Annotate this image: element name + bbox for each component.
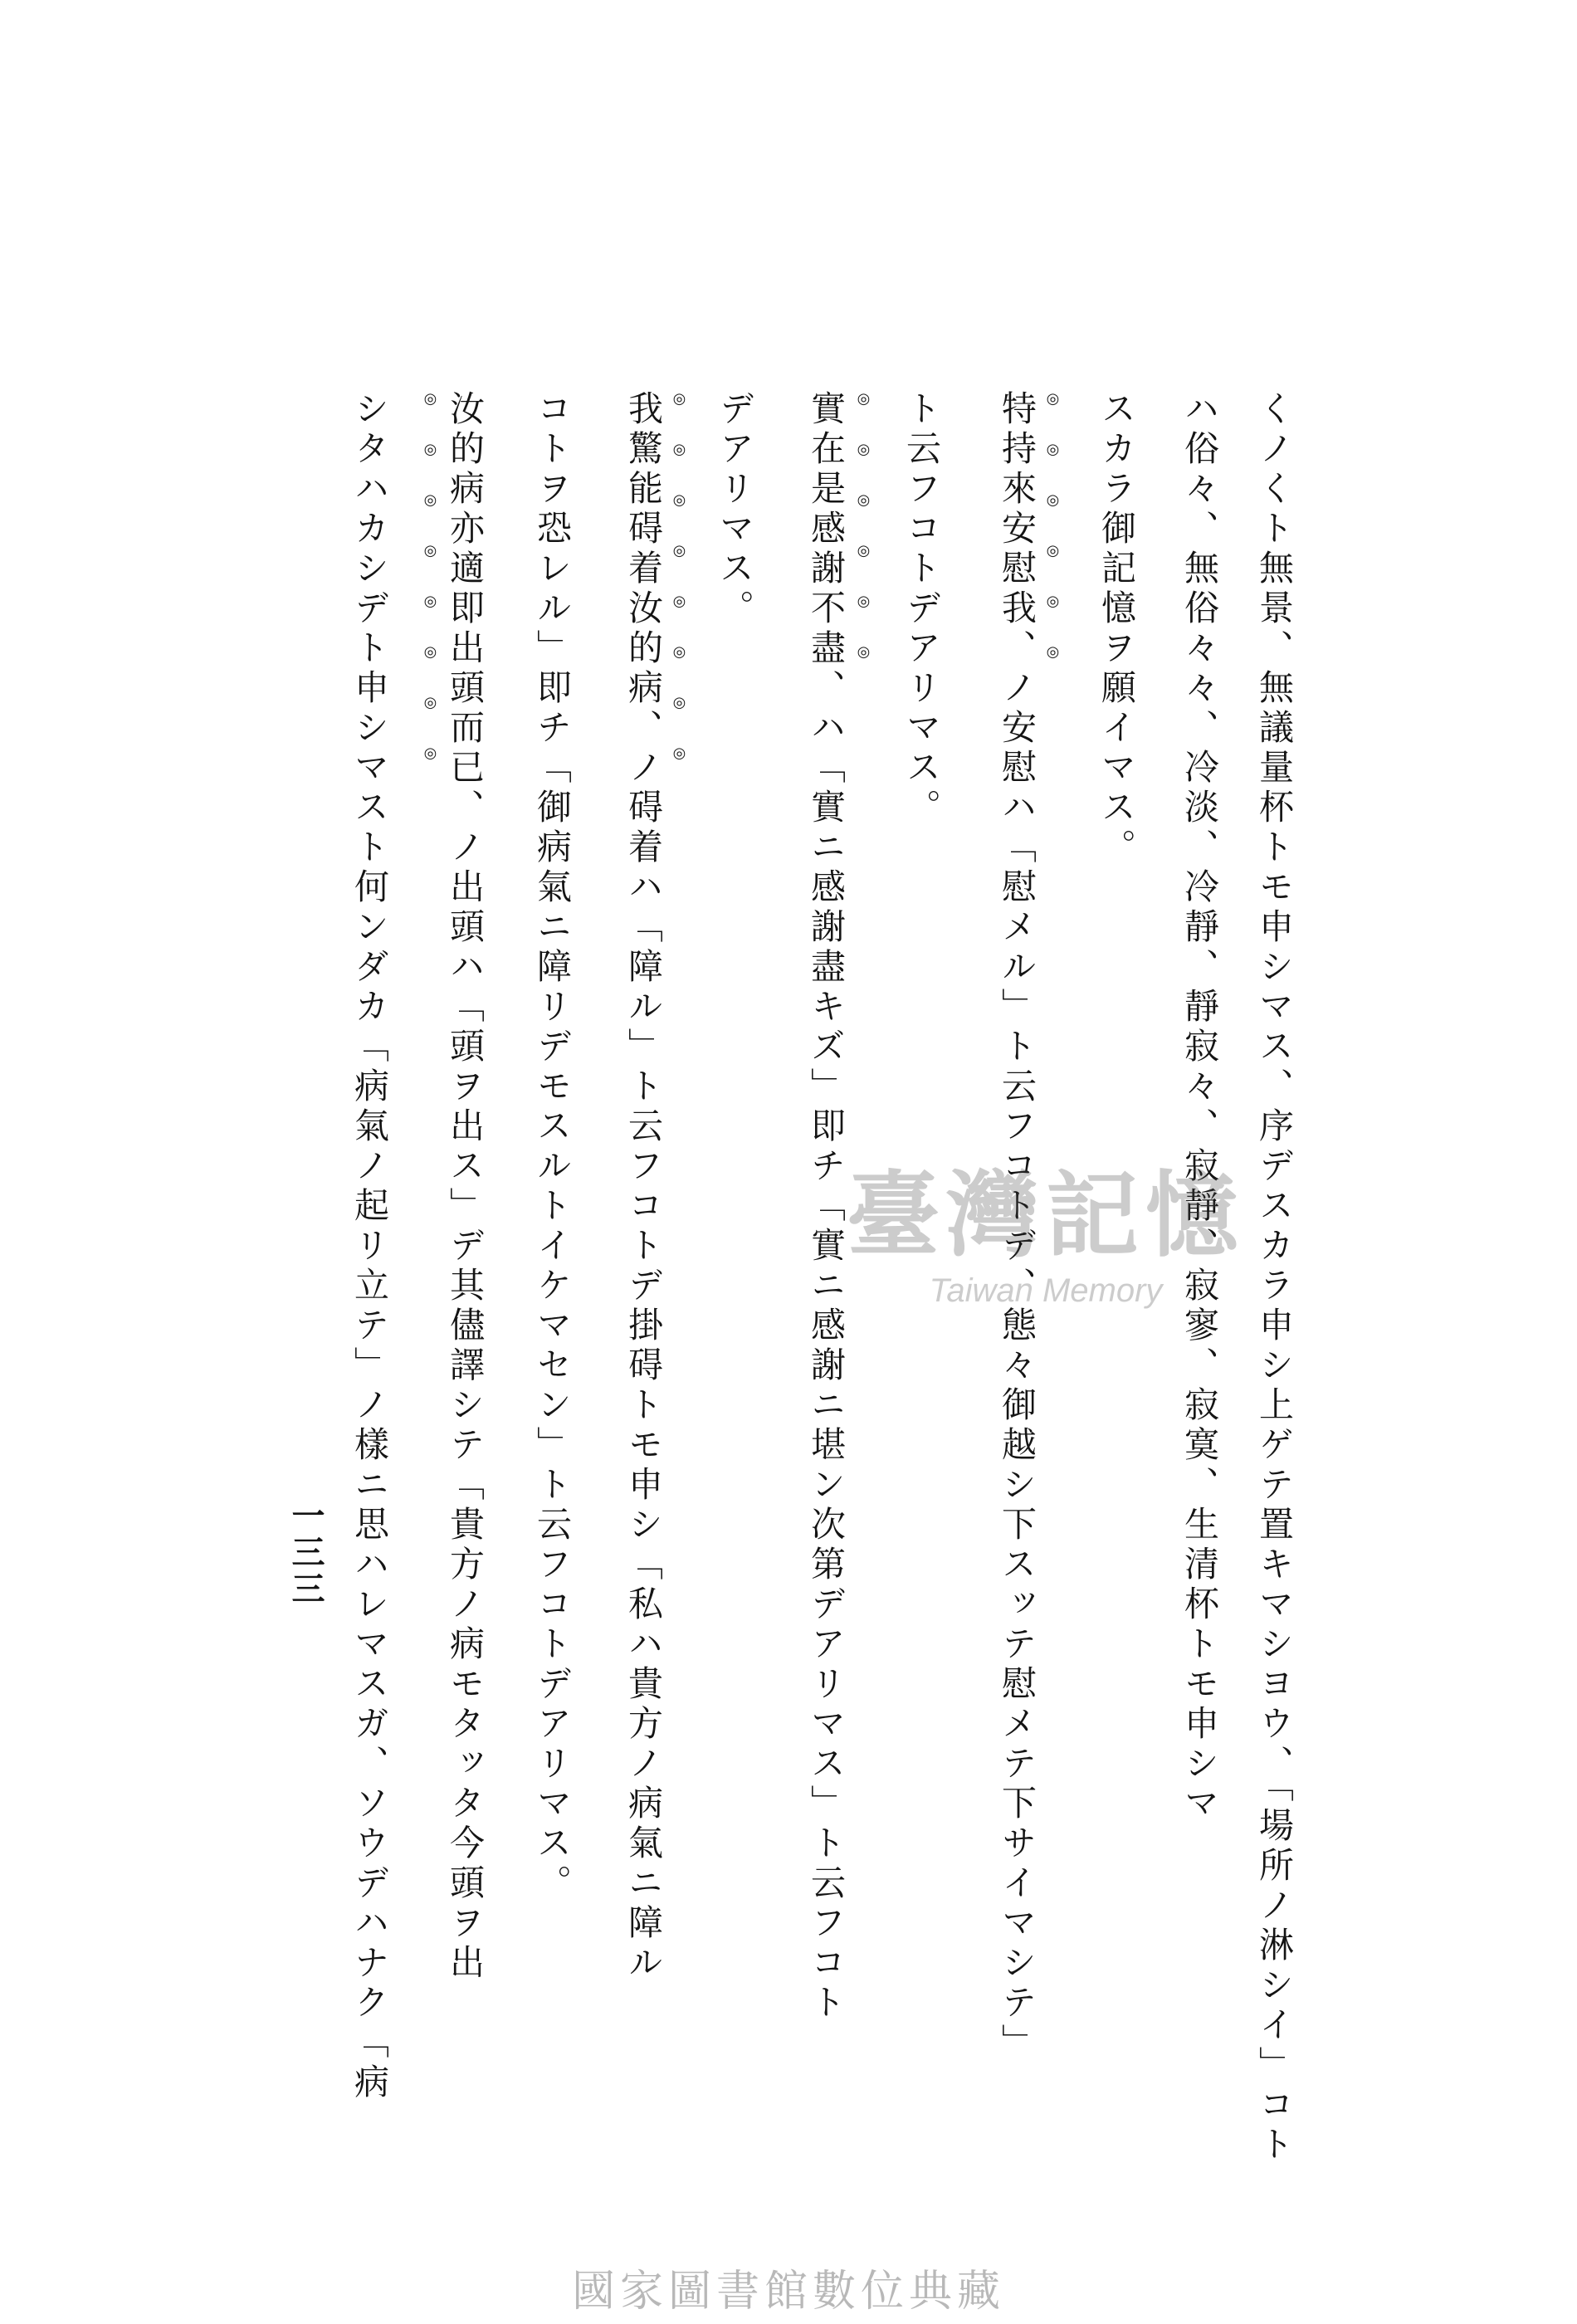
column-text: 實在是感謝不盡、ハ「實ニ感謝盡キズ」即チ「實ニ感謝ニ堪ン次第デアリマス」ト云フコト	[806, 390, 847, 2024]
emphasis-marks: ◎◎◎◎◎◎◎◎	[671, 390, 688, 795]
page-number: 一三三	[286, 1498, 325, 1608]
text-column-7	[710, 390, 759, 629]
emphasis-marks: ◎◎◎◎◎◎	[1044, 390, 1062, 694]
watermark-english: Taiwan Memory	[929, 1272, 1163, 1309]
column-text: コトヲ恐レル」即チ「御病氣ニ障リデモスルトイケマセン」ト云フコトデアリマス。	[532, 390, 573, 1904]
text-column-8	[618, 390, 668, 1984]
text-column-9	[527, 390, 577, 1904]
text-column-11	[344, 390, 394, 2103]
column-text: くノくト無景、無議量杯トモ申シマス、序デスカラ申シ上ゲテ置キマシヨウ、「場所ノ淋シイ」コト	[1254, 390, 1295, 2165]
emphasis-marks: ◎◎◎◎◎◎	[855, 390, 872, 694]
column-text: ハ俗々、無俗々々、冷淡、冷靜、靜寂々、寂靜、寂寥、寂寞、生清杯トモ申シマ	[1179, 390, 1220, 1824]
text-column-10	[440, 390, 490, 1984]
column-text: スカラ御記憶ヲ願イマス。	[1096, 390, 1137, 868]
text-column-5	[896, 390, 946, 828]
column-text: デアリマス。	[715, 390, 755, 629]
column-text: 汝的病亦適即出頭而已、ノ出頭ハ「頭ヲ出ス」デ其儘譯シテ「貴方ノ病モタッタ今頭ヲ出	[445, 390, 486, 1984]
column-text: ト云フコトデアリマス。	[901, 390, 942, 828]
column-text: 我驚能碍着汝的病、ノ碍着ハ「障ル」ト云フコトデ掛碍トモ申シ「私ハ貴方ノ病氣ニ障ル	[623, 390, 664, 1984]
watermark-chinese: 臺灣記憶	[847, 1161, 1245, 1270]
watermark	[830, 1162, 1262, 1328]
text-column-2	[1174, 390, 1224, 1824]
emphasis-marks: ◎◎◎◎◎◎◎◎	[422, 390, 439, 795]
text-column-3	[1091, 390, 1141, 868]
footer-credit: 國家圖書館數位典藏	[571, 2267, 1005, 2317]
column-text: シタハカシデト申シマスト何ンダカ「病氣ノ起リ立テ」ノ樣ニ思ハレマスガ、ソウデハナク「病	[349, 390, 390, 2103]
column-text: 特持來安慰我、ノ安慰ハ「慰メル」ト云フコトデ、態々御越シ下スッテ慰メテ下サイマシテ」	[997, 390, 1038, 2063]
